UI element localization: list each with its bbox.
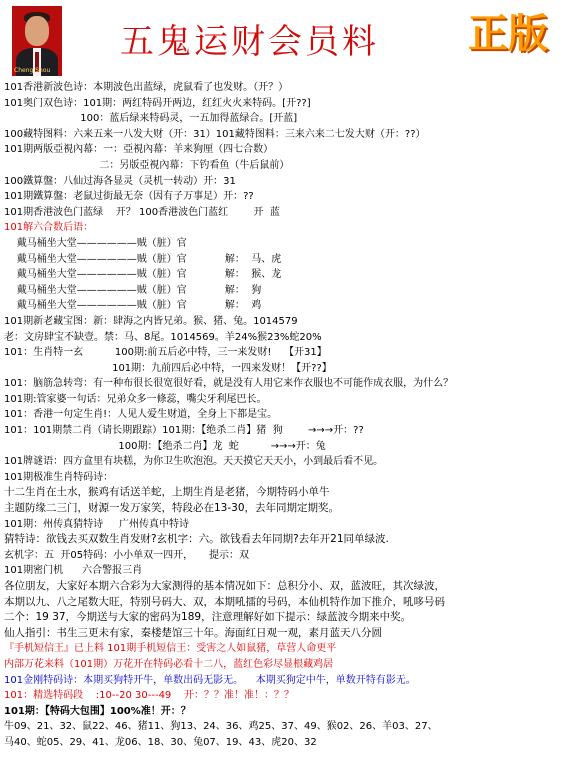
content-line: 101香港新波色诗：本期波色出蓝绿，虎鼠看了也发财。（开？） <box>4 82 289 93</box>
content-line: 戴马桶坐大堂——————贼（脏）官 解： 猴、龙 <box>4 269 282 281</box>
content-line: 101期:管家婆一句话：兄弟众多一條蕊，嘴尖牙利尾巴长。 <box>4 393 267 405</box>
avatar-caption: Cheng Shou <box>14 67 51 74</box>
content-line: 101：101期禁二肖（请长期跟踪）101期：【绝杀二肖】猪 狗 →→→开：?? <box>4 425 364 437</box>
content-line: 100期：【绝杀二肖】龙 蛇 →→→开：兔 <box>4 440 326 452</box>
avatar-face <box>25 16 49 46</box>
avatar <box>12 6 62 76</box>
content-line: 101牌谜语：四方盒里有块糕，为你卫生吹泡泡。天天摸它天天小，小到最后看不见。 <box>4 456 384 468</box>
content-line: 101奥门双色诗：101期：两红特码开两边，红红火火来特码。[开??] <box>4 97 311 109</box>
content-line: 戴马桶坐大堂——————贼（脏）官 解： 狗 <box>4 284 262 296</box>
content-line: 马40、蛇05、29、41、龙06、18、30、兔07、19、43、虎20、32 <box>4 736 317 748</box>
content-line: 二个：19 37，今期送与大家的密码为189，注意理解好如下提示：绿蓝波今期来中奖。 <box>4 611 412 624</box>
content-line: 101期香港波色门蓝绿 开？ 100香港波色门蓝红 开 蓝 <box>4 206 280 218</box>
content-line: 本期以九、八之尾数大旺，特别号码大、双，本期吼擂的号码，本仙机特作加下推介，吼哆号码 <box>4 595 445 608</box>
content-line: 猜特诗：欲钱去买双数生肖发财?玄机字：六。欲钱看去年同期?去年开21同单绿波. <box>4 533 389 546</box>
content-line: 内部万花来料（101期）万花开在特码必看十二八，蓝红色彩尽显根藏鸡居 <box>4 658 334 670</box>
content-line: 101期两版亞視內幕：一：亞視內幕：羊来狗厘（四七合数） <box>4 144 274 156</box>
content-line: 戴马桶坐大堂——————贼（脏）官 解： 马、虎 <box>4 253 282 265</box>
content-line: 101期：九前四后必中特，一四来发财！【开??】 <box>4 362 332 374</box>
authentic-badge: 正版 <box>468 11 548 57</box>
content-line: 101期新老藏宝图：新：肆海之内皆兄弟。猴、猪、兔。1014579 <box>4 315 298 327</box>
content-line: 101期：州传真猜特诗 广州传真中特诗 <box>4 518 189 530</box>
content-line: 101期极准生肖特码诗： <box>4 471 114 483</box>
content-line: 牛09、21、32、鼠22、46、猪11、狗13、24、36、鸡25、37、49、猴02、26、羊03、27、 <box>4 721 438 733</box>
content-line: 101：生肖特一玄 100期:前五后必中特，三一来发财! 【开31】 <box>4 347 327 359</box>
content-line: 仙人指引：书生三更未有家，秦楼楚馆三十年。海面红日观一观，素月蓝天八分圆 <box>4 626 382 639</box>
page-title: 五鬼运财会员料 <box>120 22 379 62</box>
content-line: 戴马桶坐大堂——————贼（脏）官 <box>4 237 187 249</box>
content-line: 各位朋友，大家好本期六合彩为大家测得的基本情况如下：总积分小、双，蓝波旺，其次绿波， <box>4 580 445 592</box>
content-line: 101期：【特码大包围】100%准！开：？ <box>4 705 191 717</box>
content-line: 主题防缘二三门，财源一发万家笑，特段必在13-30，去年同期定期奖。 <box>4 502 340 515</box>
content-line: 101金刚特码诗：本期买狗特开牛，单数出码无影无。 本期买狗定中牛，单数开特有影无。 <box>4 674 416 686</box>
content-line: 十二生肖在土水，猴鸡有话送羊蛇，上期生肖是老猪，今期特码小单牛 <box>4 486 330 499</box>
content-line: 100：蓝后绿来特码灵，一五加得蓝绿合。[开蓝] <box>4 113 298 125</box>
content-line: 100藏特图料：六来五来一八发大财（开：31）101藏特图料：三来六来二七发大财（开：??） <box>4 128 426 140</box>
content-line: 101：精选特码段 :10--20 30---49 开：？？准！准！：？？ <box>4 690 295 702</box>
page-header <box>0 0 588 80</box>
content-line: 100鐵算盤：八仙过海各显灵（灵机一转动）开：31 <box>4 175 236 187</box>
content-line: 戴马桶坐大堂——————贼（脏）官 解： 鸡 <box>4 300 262 312</box>
content-line: 101：香港一句定生肖!：人见人爱生财道，全身上下都是宝。 <box>4 409 278 421</box>
content-list <box>4 80 586 751</box>
content-line: 101解六合数后语： <box>4 222 94 234</box>
content-line: 101：脑筋急转弯：有一种布很长很宽很好看，就是没有人用它来作衣服也不可能作成衣服，为什么？ <box>4 378 454 390</box>
content-line: 『手机短信王』已上料 101期手机短信王：受害之人如鼠猪，草营人命更平 <box>4 643 337 655</box>
content-line: 101期密门机 六合警报三肖 <box>4 565 143 577</box>
content-line: 二：另版亞視內幕：下钓看鱼（牛后鼠前） <box>4 159 290 171</box>
content-line: 老：文房肆宝不缺壹。禁：马、8尾。1014569。羊24%猴23%蛇20% <box>4 331 322 343</box>
content-line: 101期鐵算盤：老鼠过街最无奈（因有子万事足）开：?? <box>4 191 254 203</box>
content-line: 玄机字：五 开05特码：小小单双一四开， 提示：双 <box>4 549 249 561</box>
